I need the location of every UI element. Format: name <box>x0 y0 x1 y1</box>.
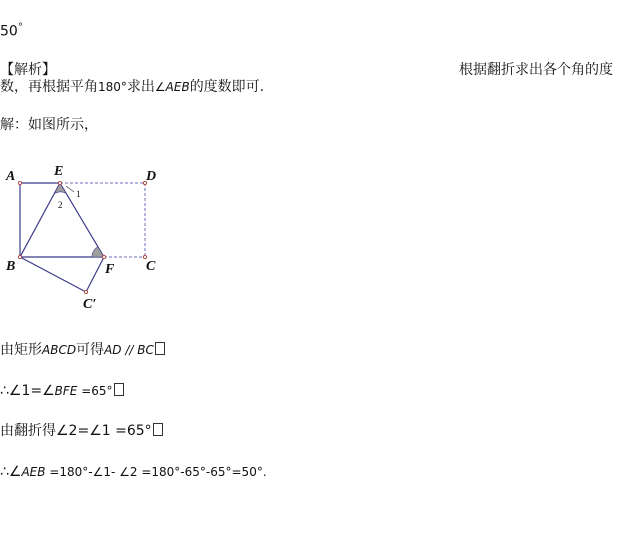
label-E: E <box>54 164 64 179</box>
step1-parallel: // <box>121 343 138 357</box>
step2-post: =65° <box>77 384 113 398</box>
analysis-num: 180° <box>98 80 127 94</box>
analysis-line1: 根据翻折求出各个角的度 <box>459 62 613 78</box>
point-E <box>58 181 61 184</box>
label-angle-2: 2 <box>58 200 63 210</box>
label-Cprime: C′ <box>83 297 97 312</box>
label-A: A <box>6 169 16 184</box>
step2-bfe: BFE <box>54 384 78 398</box>
analysis-tag: 【解析】 <box>0 62 56 78</box>
solution-step4 <box>0 464 267 480</box>
solution-step3 <box>0 423 163 439</box>
step4-aeb: AEB <box>21 465 46 479</box>
point-A <box>18 181 21 184</box>
point-Cp <box>84 290 87 293</box>
line-BCp <box>20 257 86 292</box>
angle-mark-F <box>92 247 104 257</box>
analysis-line2 <box>0 79 264 95</box>
placeholder-box <box>153 423 163 436</box>
step1-mid: 可得 <box>76 342 105 358</box>
placeholder-box <box>114 383 124 396</box>
answer-value: 50 <box>0 23 18 40</box>
step3-text: 由翻折得∠2=∠1 =65° <box>0 423 152 439</box>
label-F: F <box>105 262 115 277</box>
label-angle-1: 1 <box>76 189 81 199</box>
analysis-text-a: 数，再根据平角 <box>0 79 98 95</box>
solution-intro: 解：如图所示， <box>0 117 98 133</box>
step1-bc: BC <box>137 343 154 357</box>
label1-pointer <box>66 186 74 192</box>
analysis-text-b: 求出 <box>126 79 155 95</box>
geometry-figure <box>0 158 175 313</box>
label-B: B <box>6 259 16 274</box>
step4-post: =180°-∠1- ∠2 =180°-65°-65°=50°. <box>45 465 267 479</box>
step1-abcd: ABCD <box>42 343 77 357</box>
line-EF <box>60 183 104 257</box>
step1-ad: AD <box>104 343 122 357</box>
label-C: C <box>146 259 156 274</box>
solution-step1 <box>0 342 165 358</box>
step1-prefix: 由矩形 <box>0 342 42 358</box>
point-F <box>102 255 105 258</box>
line-FCp <box>86 257 104 292</box>
answer-line <box>0 20 23 40</box>
solution-step2 <box>0 383 124 399</box>
analysis-angle: ∠AEB <box>154 80 190 94</box>
step4-pre: ∴∠ <box>0 464 22 480</box>
point-B <box>18 255 21 258</box>
analysis-text-c: 的度数即可. <box>189 79 265 95</box>
degree-symbol: ° <box>17 22 23 33</box>
label-D: D <box>146 169 157 184</box>
placeholder-box <box>155 342 165 355</box>
points <box>18 181 146 293</box>
step2-pre: ∴∠1=∠ <box>0 383 55 399</box>
